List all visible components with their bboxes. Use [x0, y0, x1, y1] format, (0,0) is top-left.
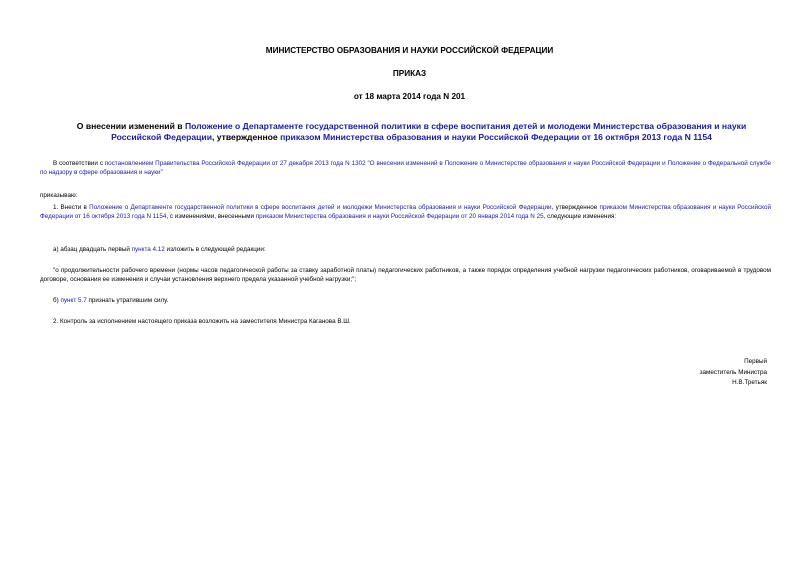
- quote-paragraph: "о продолжительности рабочего времени (нормы часов педагогической работы за ставку заработной платы) педагогических работников, а также порядок определения учебной нагрузки педагогических работников, оговариваемой в трудовом договоре, основания ее изменения и случаи установления верхнего предела указанной учебной нагрузки;";: [40, 267, 771, 284]
- preamble-paragraph: [40, 159, 771, 178]
- item-1-text-4: , следующие изменения:: [543, 213, 617, 221]
- signature-block: [700, 357, 767, 389]
- signature-line-1: Первый: [744, 358, 767, 365]
- item-b-link-5-7[interactable]: пункт 5.7: [60, 297, 87, 304]
- item-a-paragraph: [40, 245, 771, 254]
- ministry-heading: МИНИСТЕРСТВО ОБРАЗОВАНИЯ И НАУКИ РОССИЙСКОЙ ФЕДЕРАЦИИ: [265, 46, 554, 55]
- item-b-paragraph: [40, 296, 771, 305]
- item-1-link-order-25[interactable]: приказом Министерства образования и науки Российской Федерации от 20 января 2014 года N 25: [255, 213, 544, 221]
- preamble-text: В соответствии с: [53, 160, 105, 167]
- signature-line-2: заместитель Министра: [699, 368, 767, 376]
- item-a-text-2: изложить в следующей редакции:: [164, 246, 266, 253]
- item-b-text-2: признать утратившим силу.: [86, 297, 169, 304]
- title-text-1: О внесении изменений в: [76, 121, 185, 131]
- item-b-text-1: б): [53, 297, 61, 304]
- item-1-text-1: 1. Внести в: [53, 204, 90, 211]
- item-1-paragraph: [40, 203, 771, 222]
- document-title: [52, 121, 771, 143]
- item-1-link-regulation[interactable]: Положение о Департаменте государственной политики в сфере воспитания детей и молодежи Министерства образования и науки Российской Федерации: [89, 204, 552, 211]
- item-a-link-4-12[interactable]: пункта 4.12: [131, 246, 165, 253]
- doc-type-heading: ПРИКАЗ: [392, 69, 427, 78]
- item-1-text-2: , утвержденное: [551, 204, 600, 211]
- title-text-2: , утвержденное: [212, 132, 281, 142]
- order-word: приказываю:: [40, 192, 78, 199]
- item-1-link-order-1154[interactable]: приказом Министерства образования и науки Российской Федерации от 16 октября 2013 года N 1154: [40, 204, 772, 221]
- title-link-order-1154[interactable]: приказом Министерства образования и науки Российской Федерации от 16 октября 2013 года N 1154: [280, 132, 712, 142]
- signature-line-3: Н.В.Третьяк: [732, 379, 767, 386]
- date-line: от 18 марта 2014 года N 201: [353, 92, 466, 101]
- item-a-text-1: а) абзац двадцать первый: [53, 246, 132, 253]
- title-link-regulation[interactable]: Положение о Департаменте государственной политики в сфере воспитания детей и молодежи Министерства образования и науки Российской Федерации: [111, 121, 747, 142]
- item-1-text-3: , с изменениями, внесенными: [166, 213, 256, 221]
- preamble-link-decree-1302[interactable]: постановлением Правительства Российской Федерации от 27 декабря 2013 года N 1302 "О внесении изменений в Положение о Министерстве образования и науки Российской Федерации и Положение о Федеральной службе по надзору в сфере образования и науки": [40, 160, 772, 177]
- item-2-paragraph: 2. Контроль за исполнением настоящего приказа возложить на заместителя Министра Каганова В.Ш.: [53, 318, 351, 325]
